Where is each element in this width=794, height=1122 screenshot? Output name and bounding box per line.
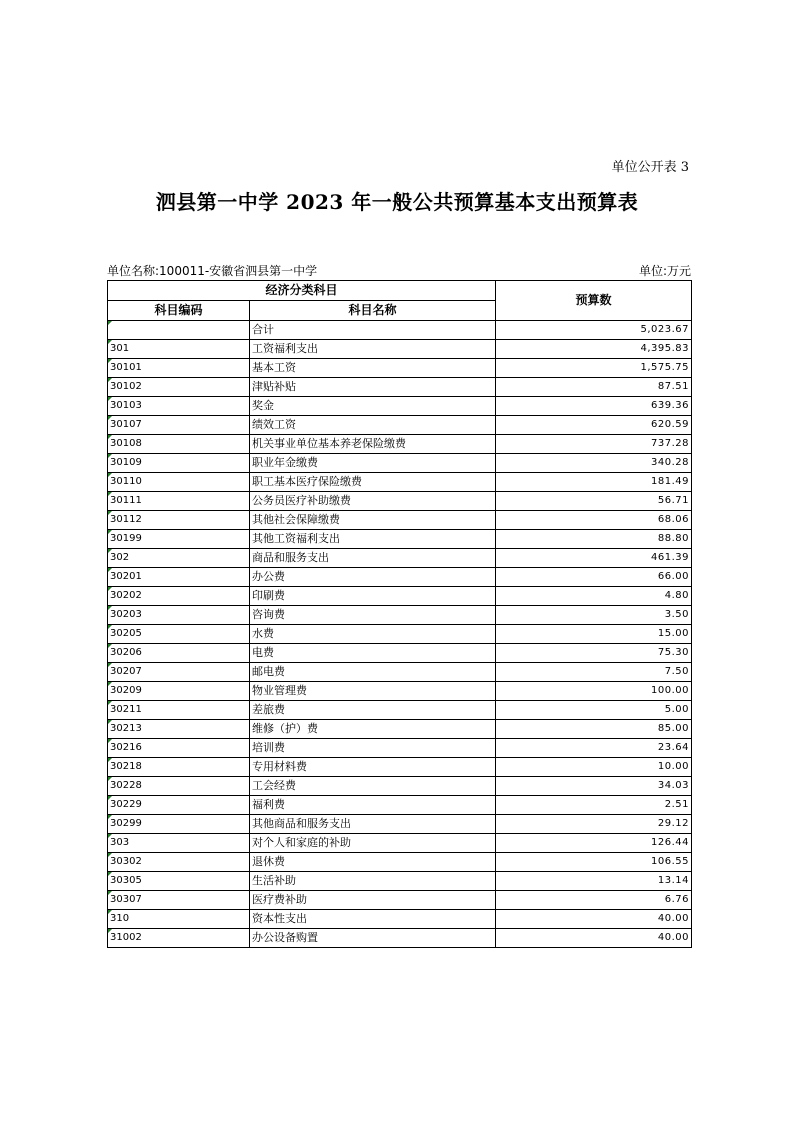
- header-subject-code: 科目编码: [108, 301, 250, 321]
- subject-name-cell: 奖金: [250, 397, 496, 416]
- budget-amount-cell: 68.06: [496, 511, 692, 530]
- subject-name-cell: 水费: [250, 625, 496, 644]
- table-row: [108, 929, 692, 948]
- table-row: [108, 758, 692, 777]
- table-row: [108, 549, 692, 568]
- budget-amount-cell: 1,575.75: [496, 359, 692, 378]
- table-row: [108, 435, 692, 454]
- subject-name-cell: 培训费: [250, 739, 496, 758]
- table-row: [108, 511, 692, 530]
- subject-code-cell: 30112: [108, 511, 250, 530]
- budget-amount-cell: 29.12: [496, 815, 692, 834]
- table-row: [108, 416, 692, 435]
- budget-amount-cell: 40.00: [496, 929, 692, 948]
- subject-code-cell: 30302: [108, 853, 250, 872]
- table-row: [108, 321, 692, 340]
- subject-code-cell: 30211: [108, 701, 250, 720]
- subject-name-cell: 基本工资: [250, 359, 496, 378]
- subject-code-cell: 310: [108, 910, 250, 929]
- budget-amount-cell: 56.71: [496, 492, 692, 511]
- subject-code-cell: 30205: [108, 625, 250, 644]
- page-title: 泗县第一中学 2023 年一般公共预算基本支出预算表: [155, 190, 639, 214]
- subject-name-cell: 对个人和家庭的补助: [250, 834, 496, 853]
- subject-name-cell: 办公设备购置: [250, 929, 496, 948]
- subject-code-cell: 30203: [108, 606, 250, 625]
- table-row: [108, 644, 692, 663]
- budget-amount-cell: 85.00: [496, 720, 692, 739]
- table-row: [108, 492, 692, 511]
- subject-name-cell: 公务员医疗补助缴费: [250, 492, 496, 511]
- subject-name-cell: 津贴补贴: [250, 378, 496, 397]
- org-name: 单位名称:100011-安徽省泗县第一中学: [107, 264, 318, 278]
- budget-amount-cell: 737.28: [496, 435, 692, 454]
- budget-amount-cell: 461.39: [496, 549, 692, 568]
- budget-amount-cell: 3.50: [496, 606, 692, 625]
- subject-name-cell: 资本性支出: [250, 910, 496, 929]
- budget-amount-cell: 88.80: [496, 530, 692, 549]
- table-row: [108, 568, 692, 587]
- subject-code-cell: 30199: [108, 530, 250, 549]
- table-row: [108, 777, 692, 796]
- subject-name-cell: 邮电费: [250, 663, 496, 682]
- subject-code-cell: 30107: [108, 416, 250, 435]
- subject-name-cell: 电费: [250, 644, 496, 663]
- budget-amount-cell: 15.00: [496, 625, 692, 644]
- budget-amount-cell: 4.80: [496, 587, 692, 606]
- budget-amount-cell: 126.44: [496, 834, 692, 853]
- subject-code-cell: 30201: [108, 568, 250, 587]
- table-row: [108, 815, 692, 834]
- budget-amount-cell: 5.00: [496, 701, 692, 720]
- meta-line: [107, 262, 691, 278]
- budget-amount-cell: 181.49: [496, 473, 692, 492]
- header-subject-name: 科目名称: [250, 301, 496, 321]
- subject-code-cell: 30109: [108, 454, 250, 473]
- subject-code-cell: 30218: [108, 758, 250, 777]
- table-row: [108, 397, 692, 416]
- table-row: [108, 530, 692, 549]
- subject-code-cell: 31002: [108, 929, 250, 948]
- budget-amount-cell: 106.55: [496, 853, 692, 872]
- budget-amount-cell: 620.59: [496, 416, 692, 435]
- budget-amount-cell: 2.51: [496, 796, 692, 815]
- budget-amount-cell: 13.14: [496, 872, 692, 891]
- table-row: [108, 739, 692, 758]
- budget-amount-cell: 6.76: [496, 891, 692, 910]
- budget-amount-cell: 66.00: [496, 568, 692, 587]
- subject-code-cell: 30103: [108, 397, 250, 416]
- subject-name-cell: 福利费: [250, 796, 496, 815]
- subject-name-cell: 咨询费: [250, 606, 496, 625]
- table-row: [108, 891, 692, 910]
- subject-name-cell: 绩效工资: [250, 416, 496, 435]
- subject-name-cell: 退休费: [250, 853, 496, 872]
- subject-code-cell: 30229: [108, 796, 250, 815]
- budget-amount-cell: 75.30: [496, 644, 692, 663]
- subject-code-cell: 30202: [108, 587, 250, 606]
- table-body: [108, 321, 692, 948]
- subject-name-cell: 合计: [250, 321, 496, 340]
- subject-name-cell: 专用材料费: [250, 758, 496, 777]
- table-row: [108, 340, 692, 359]
- table-row: [108, 720, 692, 739]
- subject-name-cell: 商品和服务支出: [250, 549, 496, 568]
- subject-code-cell: 30102: [108, 378, 250, 397]
- budget-amount-cell: 23.64: [496, 739, 692, 758]
- table-row: [108, 910, 692, 929]
- header-budget-amount: 预算数: [496, 281, 692, 321]
- table-row: [108, 853, 692, 872]
- table-row: [108, 872, 692, 891]
- subject-code-cell: 303: [108, 834, 250, 853]
- subject-code-cell: 30299: [108, 815, 250, 834]
- header-group-economic: 经济分类科目: [108, 281, 496, 301]
- budget-amount-cell: 87.51: [496, 378, 692, 397]
- subject-code-cell: 30213: [108, 720, 250, 739]
- subject-name-cell: 职工基本医疗保险缴费: [250, 473, 496, 492]
- subject-name-cell: 医疗费补助: [250, 891, 496, 910]
- subject-code-cell: 30228: [108, 777, 250, 796]
- subject-name-cell: 机关事业单位基本养老保险缴费: [250, 435, 496, 454]
- subject-code-cell: 30207: [108, 663, 250, 682]
- unit-label: 单位:万元: [638, 264, 691, 278]
- budget-amount-cell: 7.50: [496, 663, 692, 682]
- budget-amount-cell: 40.00: [496, 910, 692, 929]
- table-row: [108, 587, 692, 606]
- table-row: [108, 682, 692, 701]
- form-number: 单位公开表 3: [611, 160, 689, 175]
- budget-amount-cell: 10.00: [496, 758, 692, 777]
- budget-table: [107, 280, 692, 948]
- subject-code-cell: 301: [108, 340, 250, 359]
- table-row: [108, 473, 692, 492]
- budget-amount-cell: 639.36: [496, 397, 692, 416]
- budget-amount-cell: 34.03: [496, 777, 692, 796]
- subject-code-cell: 30101: [108, 359, 250, 378]
- table-row: [108, 834, 692, 853]
- subject-name-cell: 物业管理费: [250, 682, 496, 701]
- budget-amount-cell: 100.00: [496, 682, 692, 701]
- subject-name-cell: 办公费: [250, 568, 496, 587]
- table-row: [108, 359, 692, 378]
- subject-name-cell: 工会经费: [250, 777, 496, 796]
- subject-code-cell: 30305: [108, 872, 250, 891]
- subject-name-cell: 职业年金缴费: [250, 454, 496, 473]
- subject-code-cell: 30110: [108, 473, 250, 492]
- subject-code-cell: 30307: [108, 891, 250, 910]
- table-row: [108, 625, 692, 644]
- table-row: [108, 701, 692, 720]
- table-row: [108, 454, 692, 473]
- subject-code-cell: 30209: [108, 682, 250, 701]
- subject-code-cell: 30206: [108, 644, 250, 663]
- subject-code-cell: 30216: [108, 739, 250, 758]
- budget-amount-cell: 4,395.83: [496, 340, 692, 359]
- subject-name-cell: 生活补助: [250, 872, 496, 891]
- budget-amount-cell: 5,023.67: [496, 321, 692, 340]
- subject-name-cell: 差旅费: [250, 701, 496, 720]
- subject-name-cell: 其他商品和服务支出: [250, 815, 496, 834]
- subject-name-cell: 印刷费: [250, 587, 496, 606]
- subject-name-cell: 其他工资福利支出: [250, 530, 496, 549]
- table-row: [108, 606, 692, 625]
- table-row: [108, 796, 692, 815]
- table-row: [108, 378, 692, 397]
- subject-name-cell: 其他社会保障缴费: [250, 511, 496, 530]
- subject-code-cell: 30108: [108, 435, 250, 454]
- subject-code-cell: [108, 321, 250, 340]
- subject-code-cell: 302: [108, 549, 250, 568]
- subject-name-cell: 工资福利支出: [250, 340, 496, 359]
- table-row: [108, 663, 692, 682]
- subject-code-cell: 30111: [108, 492, 250, 511]
- budget-amount-cell: 340.28: [496, 454, 692, 473]
- subject-name-cell: 维修（护）费: [250, 720, 496, 739]
